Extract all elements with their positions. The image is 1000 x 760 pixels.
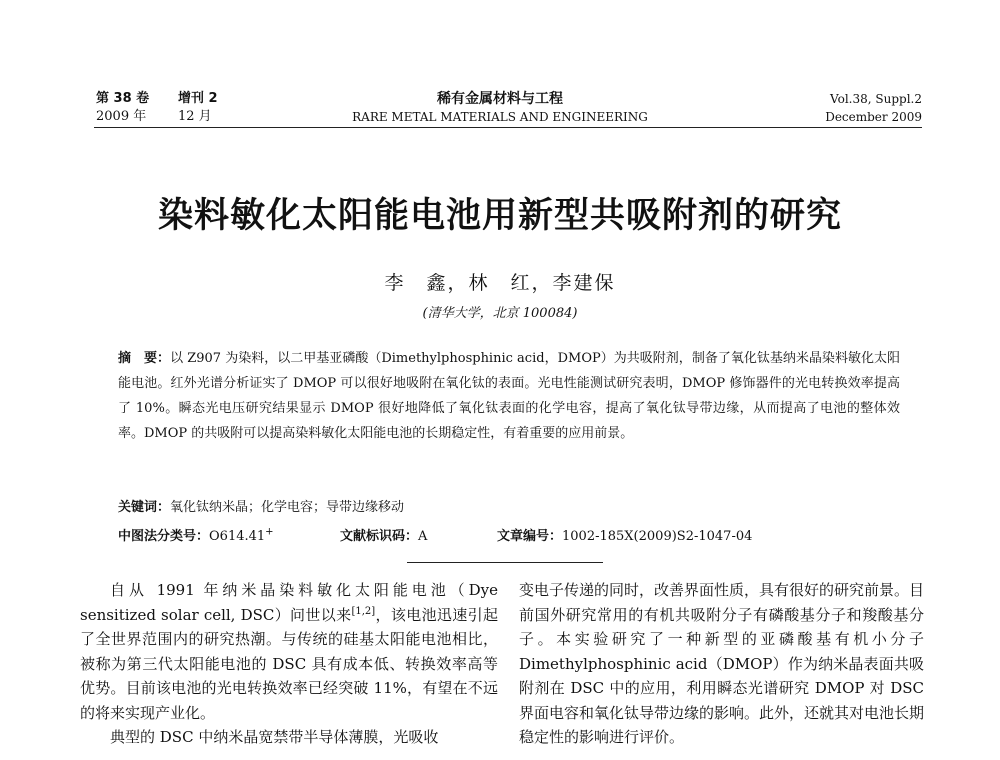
article-label: 文章编号： <box>497 529 563 544</box>
abstract <box>118 346 900 446</box>
body-paragraph: 典型的 DSC 中纳米晶宽禁带半导体薄膜，光吸收 <box>110 728 439 746</box>
citation: [1,2] <box>351 605 376 617</box>
journal-title-cn: 稀有金属材料与工程 <box>437 91 563 107</box>
abstract-text: 以 Z907 为染料，以二甲基亚磷酸（Dimethylphosphinic acid，DMOP）为共吸附剂，制备了氧化钛基纳米晶染料敏化太阳能电池。红外光谱分析证实了 DMOP 可以很好地吸附在氧化钛的表面。光电性能测试研究表明，DMOP 修饰器件的光电转换效率提高了 10%。瞬态光电压研究结果显示 DMOP 很好地降低了氧化钛表面的化学电容，提高了氧化钛导带边缘，从而提高了电池的整体效率。DMOP 的共吸附可以提高染料敏化太阳能电池的长期稳定性，有着重要的应用前景。 <box>118 351 900 441</box>
header-month: 12 月 <box>178 109 212 124</box>
affiliation: (清华大学，北京 100084) <box>422 306 578 321</box>
article-value: 1002-185X(2009)S2-1047-04 <box>562 529 753 544</box>
body-paragraph: 变电子传递的同时，改善界面性质，具有很好的研究前景。目前国外研究常用的有机共吸附分子有磷酸基分子和羧酸基分子。本实验研究了一种新型的亚磷酸基有机小分子 Dimethylphosphinic acid（DMOP）作为纳米晶表面共吸附剂在 DSC 中的应用，利用瞬态光谱研究 DMOP 对 DSC 界面电容和氧化钛导带边缘的影响。此外，还就其对电池长期稳定性的影响进行评价。 <box>519 581 925 746</box>
article-number <box>497 525 752 544</box>
section-divider <box>407 562 603 563</box>
header-year: 2009 年 <box>96 109 147 124</box>
body-right-column <box>519 578 924 750</box>
body-text: 自从 1991 年纳米晶染料敏化太阳能电池（Dye sensitized solar cell, DSC）问世以来 <box>80 581 498 624</box>
header-date-en: December 2009 <box>825 110 922 124</box>
header-rule <box>94 127 922 128</box>
clc-value: O614.41 <box>209 529 266 544</box>
clc-number <box>118 525 274 544</box>
paper-title: 染料敏化太阳能电池用新型共吸附剂的研究 <box>157 196 842 236</box>
header-volume: 第 38 卷 <box>96 91 150 106</box>
doc-label: 文献标识码： <box>340 529 419 544</box>
doc-value: A <box>418 529 428 544</box>
keywords-text: 氧化钛纳米晶；化学电容；导带边缘移动 <box>170 500 405 515</box>
clc-sup: + <box>265 526 274 538</box>
body-left-column <box>80 578 498 750</box>
journal-title-en: RARE METAL MATERIALS AND ENGINEERING <box>352 110 648 124</box>
body-text: ，该电池迅速引起了全世界范围内的研究热潮。与传统的硅基太阳能电池相比，被称为第三代太阳能电池的 DSC 具有成本低、转换效率高等优势。目前该电池的光电转换效率已经突破 11%，有望在不远的将来实现产业化。 <box>80 605 498 722</box>
document-code <box>340 525 427 544</box>
keywords <box>118 496 404 515</box>
abstract-label: 摘 要： <box>118 351 171 366</box>
clc-label: 中图法分类号： <box>118 529 210 544</box>
keywords-label: 关键词： <box>118 500 171 515</box>
body-paragraph <box>80 578 498 725</box>
header-volume-en: Vol.38, Suppl.2 <box>830 92 922 106</box>
header-issue: 增刊 2 <box>178 91 218 106</box>
authors: 李 鑫，林 红，李建保 <box>384 272 616 294</box>
